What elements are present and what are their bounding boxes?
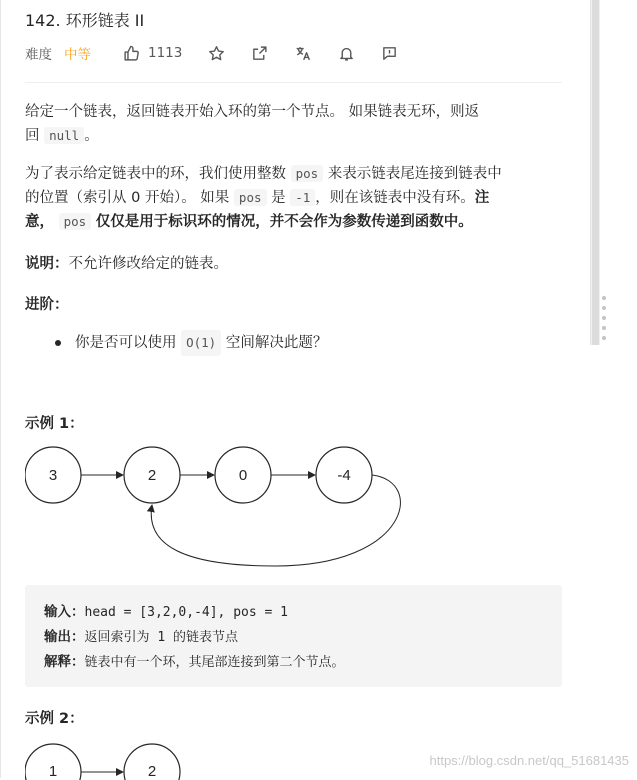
left-border bbox=[0, 0, 1, 778]
bell-icon bbox=[338, 45, 355, 62]
output-text: 返回索引为 bbox=[84, 630, 150, 645]
example-output-line bbox=[44, 625, 238, 645]
inline-code: pos bbox=[291, 165, 324, 182]
input-label: 输入： bbox=[44, 604, 85, 620]
share-icon bbox=[251, 45, 268, 62]
example-input-line bbox=[44, 600, 288, 620]
inline-code: pos bbox=[234, 189, 267, 206]
node-label: 2 bbox=[147, 763, 157, 780]
watermark: https://blog.csdn.net/qq_51681435 bbox=[429, 753, 629, 768]
desc-text: ，则在该链表中没有环。 bbox=[315, 190, 475, 206]
node-label: 3 bbox=[48, 467, 58, 484]
feedback-button[interactable] bbox=[381, 45, 398, 62]
output-code: 1 bbox=[157, 630, 166, 645]
emphasis-text: 注 bbox=[474, 190, 490, 206]
advanced-heading: 进阶： bbox=[25, 297, 69, 313]
note-paragraph bbox=[25, 252, 562, 276]
bullet-text: 你是否可以使用 bbox=[75, 335, 177, 351]
emphasis-text: 仅仅是用于标识环的情况，并不会作为参数传递到函数中。 bbox=[95, 214, 473, 230]
output-text: 的链表节点 bbox=[173, 630, 239, 645]
example-1-heading: 示例 1： bbox=[25, 416, 84, 432]
explain-label: 解释： bbox=[44, 654, 85, 670]
thumbs-up-icon bbox=[123, 45, 140, 62]
difficulty-badge: 中等 bbox=[64, 47, 91, 63]
problem-title: 142. 环形链表 II bbox=[25, 11, 145, 30]
desc-text: 来表示链表尾连接到链表中 bbox=[327, 166, 502, 182]
desc-text: 给定一个链表，返回链表开始入环的第一个节点。 如果链表无环，则返 bbox=[25, 104, 480, 120]
scrollbar-thumb[interactable] bbox=[592, 0, 599, 345]
inline-code: -1 bbox=[290, 189, 315, 206]
subscribe-button[interactable] bbox=[338, 45, 355, 62]
difficulty-label: 难度 bbox=[25, 47, 52, 63]
explain-text: 链表中有一个环，其尾部连接到第二个节点。 bbox=[84, 655, 345, 670]
meta-divider bbox=[25, 82, 562, 83]
desc-text: 。 bbox=[84, 128, 99, 144]
share-button[interactable] bbox=[251, 45, 268, 62]
node-label: 1 bbox=[48, 763, 58, 780]
feedback-icon bbox=[381, 45, 398, 62]
inline-code: pos bbox=[59, 213, 92, 230]
problem-meta-bar bbox=[25, 42, 562, 64]
bullet-dot bbox=[55, 340, 61, 346]
desc-text: 是 bbox=[271, 190, 286, 206]
resize-handle[interactable] bbox=[602, 296, 608, 346]
example-2-diagram bbox=[25, 740, 225, 780]
output-label: 输出： bbox=[44, 629, 85, 645]
inline-code: null bbox=[44, 127, 84, 144]
example-2-heading: 示例 2： bbox=[25, 711, 84, 727]
scrollbar[interactable] bbox=[590, 0, 600, 345]
note-text: 不允许修改给定的链表。 bbox=[68, 256, 228, 272]
like-button[interactable] bbox=[123, 45, 182, 62]
input-value: head = [3,2,0,-4], pos = 1 bbox=[84, 605, 288, 620]
emphasis-text: 意， bbox=[25, 214, 54, 230]
note-label: 说明： bbox=[25, 256, 69, 272]
like-count: 1113 bbox=[148, 45, 183, 61]
translate-button[interactable] bbox=[294, 45, 312, 62]
example-1-box bbox=[25, 585, 562, 687]
desc-text: 回 bbox=[25, 128, 40, 144]
node-label: -4 bbox=[337, 467, 351, 484]
bullet-text: 空间解决此题？ bbox=[225, 335, 328, 351]
star-icon bbox=[208, 45, 225, 62]
desc-text: 为了表示给定链表中的环，我们使用整数 bbox=[25, 166, 286, 182]
description-paragraph-1 bbox=[25, 100, 562, 148]
advanced-bullet bbox=[55, 330, 327, 356]
node-label: 0 bbox=[238, 467, 248, 484]
description-paragraph-2 bbox=[25, 162, 562, 234]
favorite-button[interactable] bbox=[208, 45, 225, 62]
inline-code: O(1) bbox=[181, 330, 221, 356]
example-explain-line bbox=[44, 650, 345, 670]
example-1-diagram bbox=[25, 446, 425, 576]
node-label: 2 bbox=[147, 467, 157, 484]
translate-icon bbox=[294, 45, 312, 62]
desc-text: 的位置（索引从 0 开始）。 如果 bbox=[25, 190, 230, 206]
